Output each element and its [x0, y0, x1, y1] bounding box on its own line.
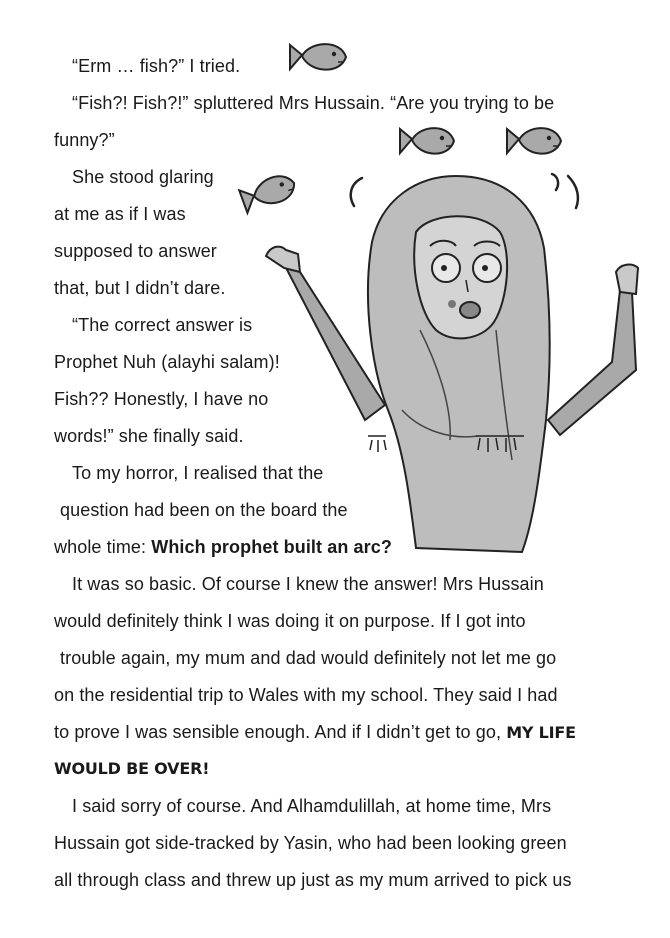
text-line: To my horror, I realised that the — [72, 463, 324, 483]
text-line: supposed to answer — [54, 241, 217, 261]
text-line: funny?” — [54, 130, 115, 150]
board-question: Which prophet built an arc? — [151, 537, 392, 557]
text-line: “Erm … fish?” I tried. — [72, 56, 241, 76]
text-line: She stood glaring — [72, 167, 214, 187]
emphasis-text: WOULD BE OVER! — [54, 759, 210, 778]
text-line: on the residential trip to Wales with my school. They said I had — [54, 685, 558, 705]
text-line: would definitely think I was doing it on purpose. If I got into — [54, 611, 526, 631]
text-line: all through class and threw up just as my mum arrived to pick us — [54, 870, 572, 890]
text-line: words!” she finally said. — [54, 426, 244, 446]
shocked-girl-in-hijab-illustration — [266, 176, 638, 552]
text-line: trouble again, my mum and dad would definitely not let me go — [60, 648, 557, 668]
text-line: at me as if I was — [54, 204, 186, 224]
emphasis-text: MY LIFE — [506, 723, 576, 742]
text-span: whole time: — [54, 537, 152, 557]
text-line: Fish?? Honestly, I have no — [54, 389, 269, 409]
fish-icon — [507, 128, 561, 154]
text-line: “The correct answer is — [72, 315, 253, 335]
fish-icon — [290, 44, 346, 70]
fish-icon — [239, 171, 298, 213]
text-line — [54, 721, 576, 744]
text-line: that, but I didn’t dare. — [54, 278, 226, 298]
text-span: to prove I was sensible enough. And if I didn’t get to go, — [54, 722, 507, 742]
text-line: question had been on the board the — [60, 500, 348, 520]
text-line: It was so basic. Of course I knew the answer! Mrs Hussain — [72, 574, 544, 594]
text-line — [54, 536, 392, 558]
text-line: Prophet Nuh (alayhi salam)! — [54, 352, 280, 372]
text-line: I said sorry of course. And Alhamdulillah, at home time, Mrs — [72, 796, 552, 816]
fish-icon — [400, 128, 454, 154]
text-line: “Fish?! Fish?!” spluttered Mrs Hussain. “Are you trying to be — [72, 93, 555, 113]
text-line: Hussain got side-tracked by Yasin, who had been looking green — [54, 833, 567, 853]
